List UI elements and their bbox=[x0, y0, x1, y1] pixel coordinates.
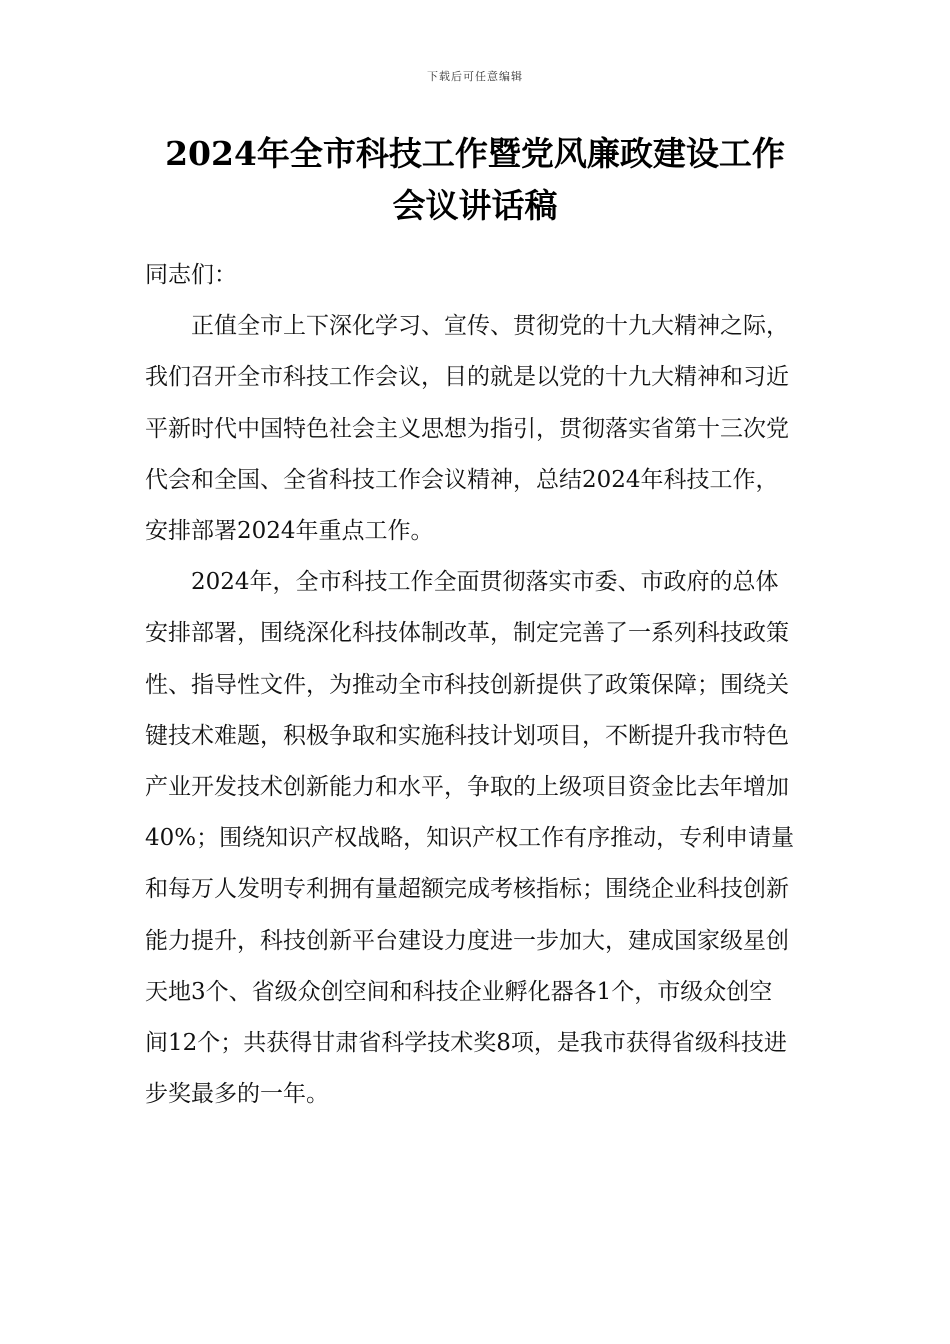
title-line-2: 会议讲话稿 bbox=[392, 186, 558, 225]
salutation: 同志们： bbox=[145, 262, 237, 288]
paragraph-1: 正值全市上下深化学习、宣传、贯彻党的十九大精神之际，我们召开全市科技工作会议，目的就是以党的十九大精神和习近平新时代中国特色社会主义思想为指引，贯彻落实省第十三次党代会和全国、全省科技工作会议精神，总结2024年科技工作，安排部署2024年重点工作。 bbox=[145, 313, 789, 545]
paragraph-2: 2024年，全市科技工作全面贯彻落实市委、市政府的总体安排部署，围绕深化科技体制改革，制定完善了一系列科技政策性、指导性文件，为推动全市科技创新提供了政策保障；围绕关键技术难题，积极争取和实施科技计划项目，不断提升我市特色产业开发技术创新能力和水平，争取的上级项目资金比去年增加40%；围绕知识产权战略，知识产权工作有序推动，专利申请量和每万人发明专利拥有量超额完成考核指标；围绕企业科技创新能力提升，科技创新平台建设力度进一步加大，建成国家级星创天地3个、省级众创空间和科技企业孵化器各1个，市级众创空间12个；共获得甘肃省科学技术奖8项，是我市获得省级科技进步奖最多的一年。 bbox=[145, 569, 795, 1108]
title-line-1: 2024年全市科技工作暨党风廉政建设工作 bbox=[165, 134, 785, 173]
document-body bbox=[145, 250, 795, 1120]
document-title bbox=[100, 128, 850, 232]
download-note: 下载后可任意编辑 bbox=[427, 70, 523, 83]
